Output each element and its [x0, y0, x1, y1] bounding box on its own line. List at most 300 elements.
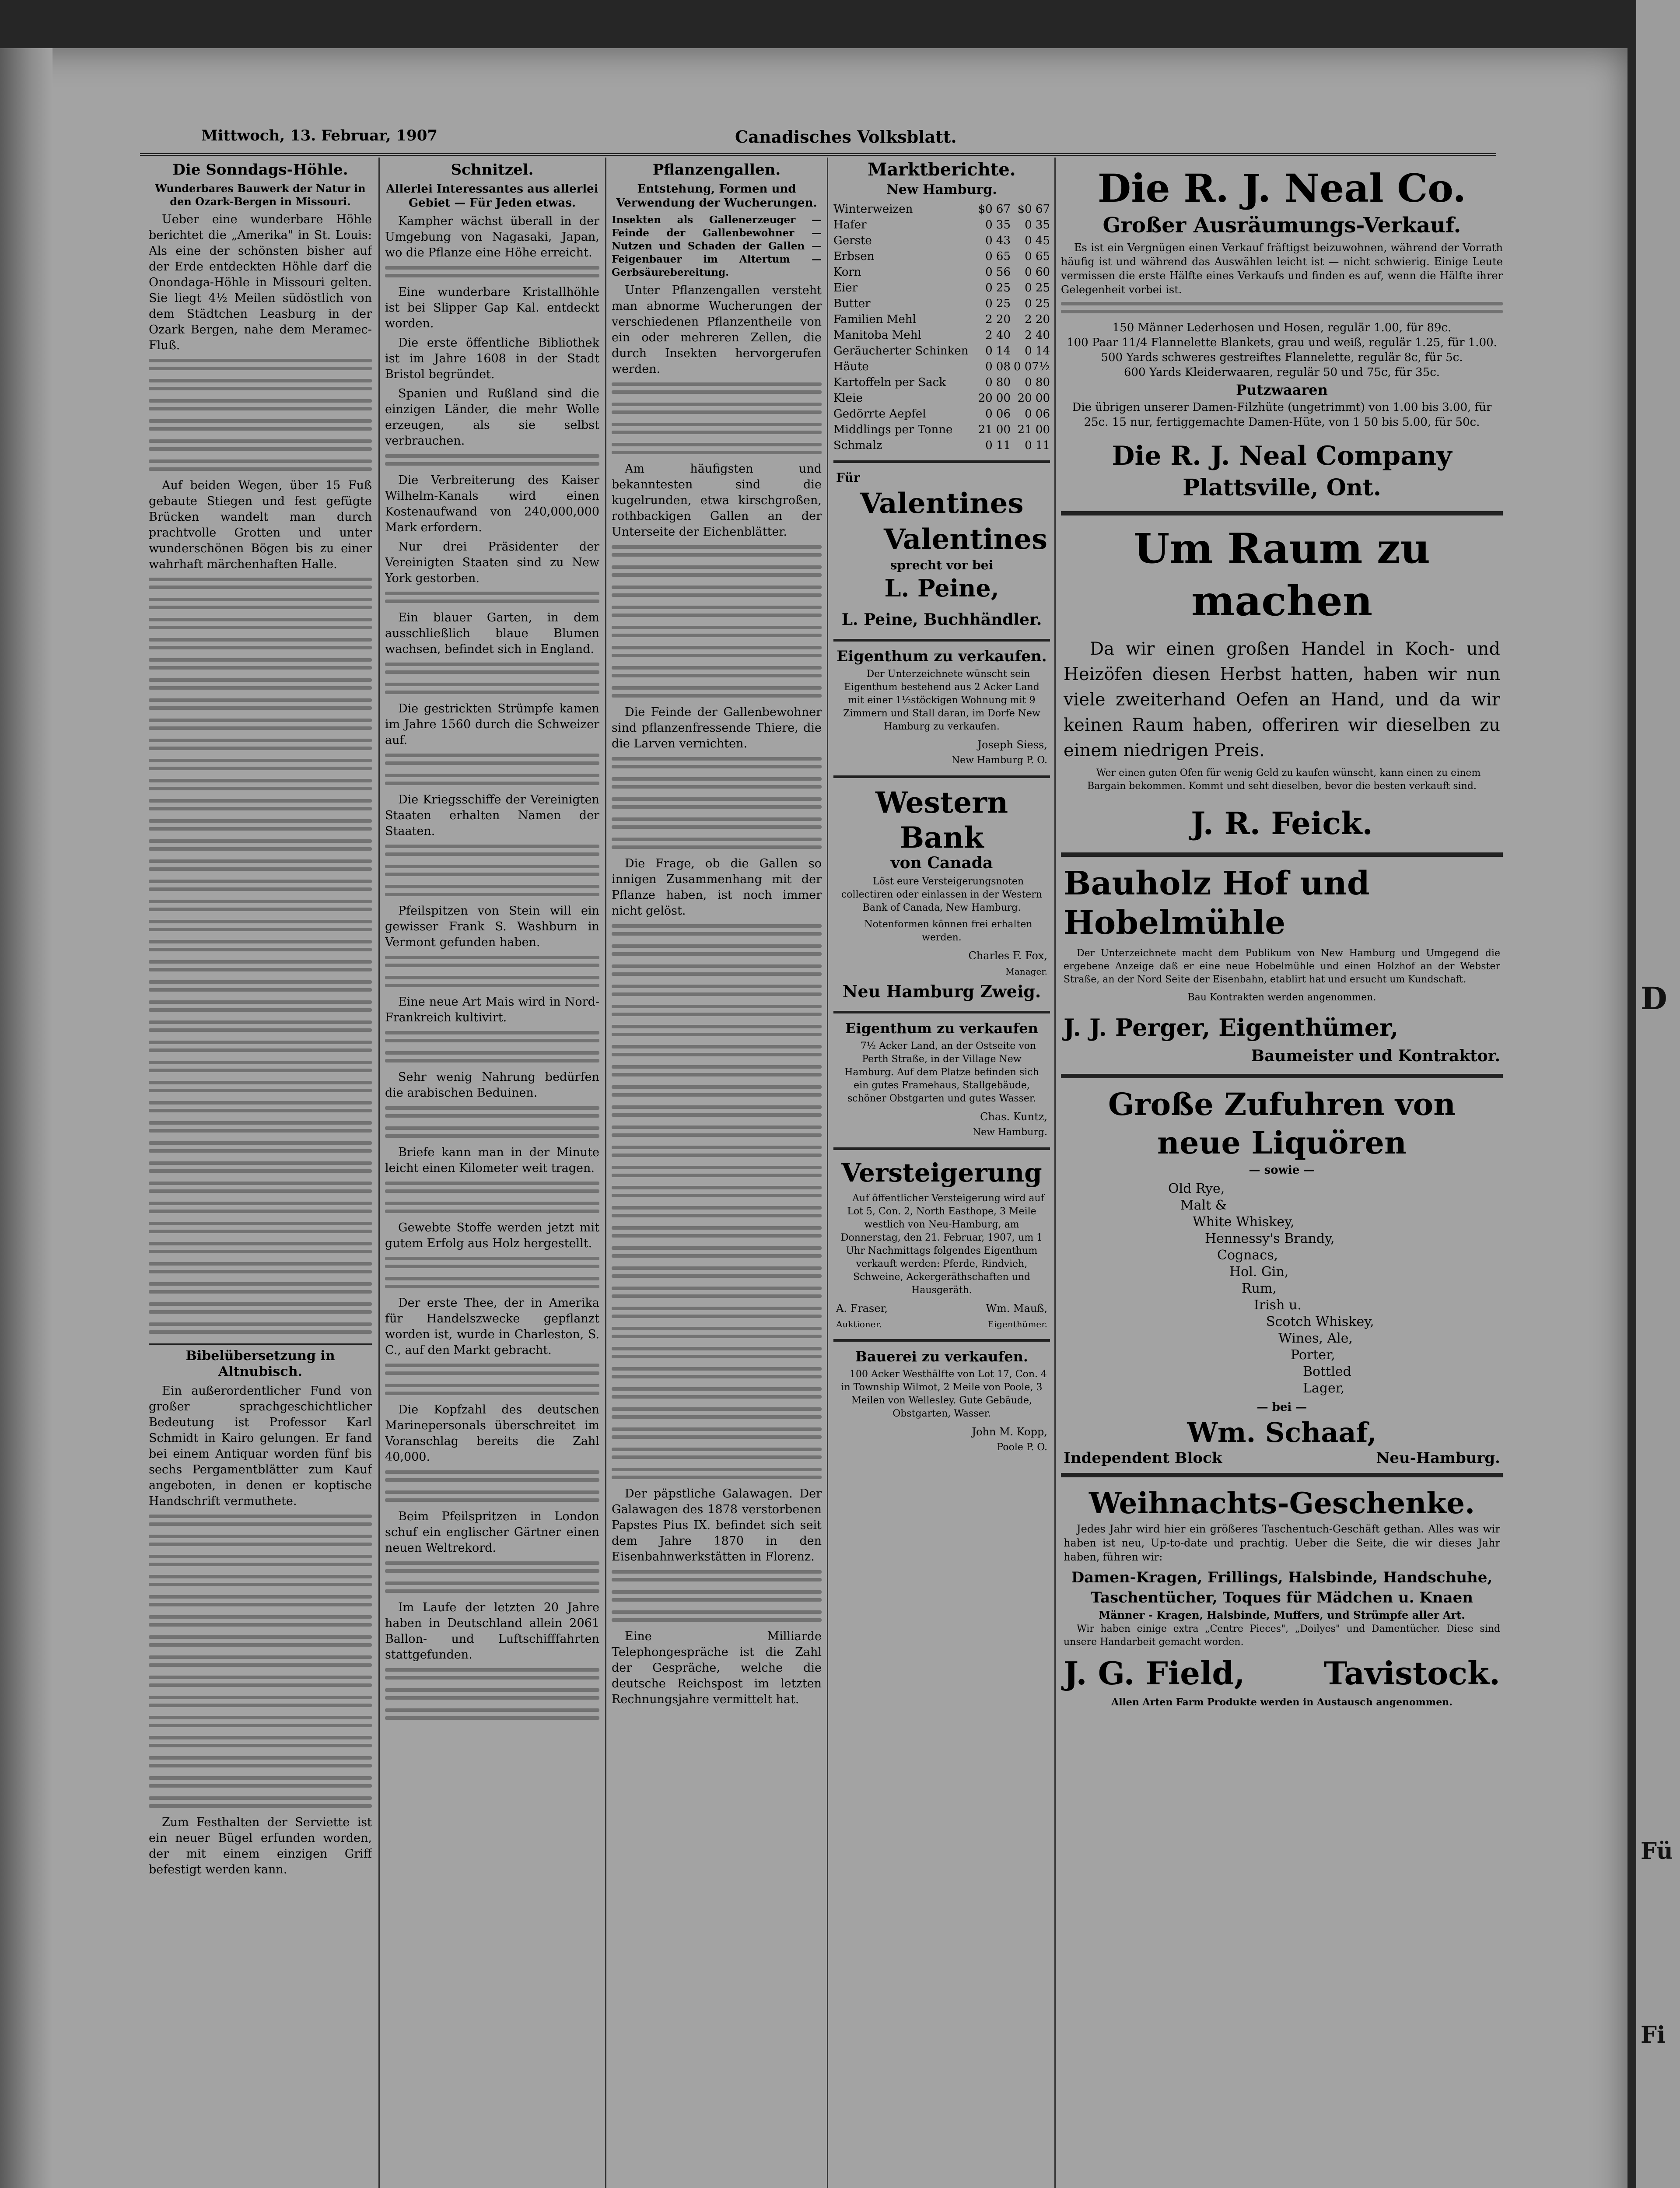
paper-title: Canadisches Volksblatt. [735, 127, 957, 147]
text-block [149, 938, 372, 955]
ad-signature: Joseph Siess, [977, 739, 1047, 751]
market-low: 0 56 [985, 266, 1011, 279]
text-block [612, 1063, 822, 1080]
ad-text: Der Unterzeichnete wünscht sein Eigenthum bestehend aus 2 Acker Land mit einer 1½stöckigen Wohnung mit 9 Zimmern und Stall daran, im Dorfe New Hamburg zu verkaufen. [843, 669, 1040, 732]
news-item: Die Kopfzahl des deutschen Marinepersonals überschreitet im Voranschlag bereits die Zahl 40,000. [385, 1403, 599, 1464]
market-low: 20 00 [978, 392, 1011, 405]
ad-text: Notenformen können frei erhalten werden. [864, 919, 1032, 943]
liquor-item: Wines, Ale, [1278, 1331, 1353, 1346]
text-block [385, 1707, 599, 1723]
text-block [149, 357, 372, 374]
liquor-item: Porter, [1291, 1347, 1335, 1363]
ad-signatures [836, 1301, 1047, 1316]
market-report-title: Marktberichte. [868, 159, 1016, 180]
text-block [612, 1568, 822, 1585]
ad-headline: Um Raum zu machen [1134, 525, 1430, 625]
market-item: Schmalz [833, 439, 882, 452]
text-block [612, 1224, 822, 1241]
ad-line: sprecht vor bei [890, 558, 994, 572]
text-block [612, 922, 822, 939]
market-high: 0 65 [1025, 250, 1050, 263]
text-block [149, 677, 372, 693]
text-block [149, 397, 372, 414]
text-block [149, 1180, 372, 1196]
market-row [833, 438, 1050, 453]
text-block [385, 1255, 599, 1272]
text-block [149, 1119, 372, 1136]
market-item: Geräucherter Schinken [833, 344, 969, 358]
market-low: 21 00 [978, 423, 1011, 436]
text-block [612, 755, 822, 772]
market-row [833, 249, 1050, 264]
text-block [149, 458, 372, 474]
news-item: Pfeilspitzen von Stein will ein gewisser Frank S. Washburn in Vermont gefunden haben. [385, 904, 599, 949]
market-item: Winterweizen [833, 203, 913, 216]
text-block [612, 664, 822, 681]
market-low: 0 25 [985, 297, 1011, 310]
text-block [612, 963, 822, 979]
market-high: 0 45 [1025, 234, 1050, 247]
text-block [385, 843, 599, 859]
market-row [833, 422, 1050, 438]
text-block [612, 584, 822, 600]
text-block [149, 878, 372, 894]
ad-company: Die R. J. Neal Company [1112, 441, 1452, 471]
column-rule [378, 158, 380, 2188]
ad-headline: Versteigerung [841, 1158, 1042, 1188]
market-high: 0 14 [1025, 344, 1050, 358]
text-block [385, 1469, 599, 1485]
column-4 [833, 158, 1050, 2188]
ad-signature: John M. Kopp, [972, 1426, 1047, 1438]
liquor-item: Hennessy's Brandy, [1205, 1231, 1335, 1246]
ad-offer: 500 Yards schweres gestreiftes Flannelette, regulär 8c, für 5c. [1101, 351, 1463, 364]
ad-text: Wer einen guten Ofen für wenig Geld zu kaufen wünscht, kann einen zu einem Bargain bekommen. Kommt und seht dieselben, bevor die besten verkauft sind. [1087, 768, 1481, 792]
market-item: Kartoffeln per Sack [833, 376, 946, 389]
market-low: 0 14 [985, 344, 1011, 358]
ad-block: Independent Block [1064, 1449, 1222, 1467]
text-block [149, 1754, 372, 1771]
text-block [149, 616, 372, 633]
text-block [612, 564, 822, 580]
text-block [612, 1466, 822, 1483]
text-block [149, 1200, 372, 1217]
market-low: 0 80 [985, 376, 1011, 389]
text-block [149, 1140, 372, 1156]
text-block [149, 1301, 372, 1317]
adjacent-page-strip [1636, 0, 1680, 2188]
text-block [612, 624, 822, 641]
column-rule [1054, 158, 1056, 2188]
ad-text: Jedes Jahr wird hier ein größeres Taschentuch-Geschäft gethan. Alles was wir haben ist neu, Up-to-date und prachtig. Ueber die Seite, die wir dieses Jahr haben, führen wir: [1064, 1523, 1500, 1563]
text-block [149, 1593, 372, 1610]
text-block [385, 1049, 599, 1066]
text-block [612, 1325, 822, 1342]
market-high: 0 35 [1025, 218, 1050, 231]
ad-signature-row [1064, 1652, 1500, 1694]
text-block [612, 1385, 822, 1402]
liquor-list [1168, 1181, 1396, 1397]
market-report-place: New Hamburg. [886, 182, 997, 197]
ad-signature: Charles F. Fox, [968, 950, 1047, 962]
section-divider [149, 1343, 372, 1345]
article-paragraph: Ein außerordentlicher Fund von großer sprachgeschichtlicher Bedeutung ist Professor Karl Schmidt in Kairo gelungen. Er fand bei einem Antiquar worden fünf bis sechs Pergamentblätter zum Kauf angeboten, in denen er koptische Handschrift vermuthete. [149, 1384, 372, 1508]
ad-place: Plattsville, Ont. [1183, 474, 1381, 501]
article-subtitle: Entstehung, Formen und Verwendung der Wucherungen. [616, 182, 817, 210]
liquor-item: Hol. Gin, [1229, 1264, 1289, 1280]
ad-headline: Eigenthum zu verkaufen [845, 1020, 1038, 1037]
text-block [385, 772, 599, 789]
bank-ad [833, 775, 1050, 1011]
text-block [149, 697, 372, 713]
text-block [385, 1489, 599, 1505]
article-summary: Insekten als Gallenerzeuger — Feinde der Gallenbewohner — Nutzen und Schaden der Gallen — Feigenbauer im Altertum — Gerbsäurebereitung. [612, 214, 822, 278]
market-low: 0 43 [985, 234, 1011, 247]
text-block [612, 1124, 822, 1140]
ad-goods: Männer - Kragen, Halsbinde, Muffers, und Strümpfe aller Art. [1099, 1609, 1465, 1621]
ad-branch: Neu Hamburg Zweig. [842, 982, 1041, 1001]
text-block [612, 1164, 822, 1181]
ad-footer: Allen Arten Farm Produkte werden in Austausch angenommen. [1111, 1697, 1452, 1708]
text-block [149, 817, 372, 834]
ad-signature: A. Fraser, [836, 1302, 888, 1315]
text-block [612, 1083, 822, 1100]
ad-offer: Die übrigen unserer Damen-Filzhüte (ungetrimmt) von 1.00 bis 3.00, für 25c. 15 nur, fertiggemachte Damen-Hüte, von 1 50 bis 5.00, für 50c. [1072, 401, 1492, 429]
ad-signatures [836, 1316, 1047, 1332]
market-high: 0 11 [1025, 439, 1050, 452]
article-paragraph: Am häufigsten und bekanntesten sind die kugelrunden, etwa kirschgroßen, rothbackigen Gallen an der Unterseite der Eichenblätter. [612, 462, 822, 539]
market-row [833, 280, 1050, 296]
text-block [149, 918, 372, 935]
text-block [149, 797, 372, 814]
article-paragraph: Der päpstliche Galawagen. Der Galawagen des 1878 verstorbenen Papstes Pius IX. befindet sich seit dem Jahre 1870 in den Eisenbahnwerkstätten in Florenz. [612, 1487, 822, 1564]
text-block [612, 401, 822, 417]
text-block [149, 978, 372, 995]
market-row [833, 201, 1050, 217]
text-block [385, 1687, 599, 1703]
text-block [612, 1104, 822, 1120]
market-low: 0 65 [985, 250, 1011, 263]
article-paragraph: Ueber eine wunderbare Höhle berichtet die „Amerika" in St. Louis: Als eine der schönsten bisher auf der Erde entdeckten Höhle darf die Onondaga-Höhle in Missouri gelten. Sie liegt 4½ Meilen südöstlich von dem Städtchen Leasburg in der Ozark Bergen, nahe dem Meramec-Fluß. [149, 213, 372, 352]
ad-text: Bau Kontrakten werden angenommen. [1187, 992, 1376, 1003]
liquor-ad [1061, 1074, 1503, 1473]
text-block [385, 1180, 599, 1196]
market-row [833, 217, 1050, 233]
text-block [612, 1184, 822, 1201]
liquor-item: Bottled Lager, [1303, 1364, 1351, 1396]
market-item: Eier [833, 281, 858, 295]
torn-left-edge [0, 48, 52, 2188]
news-item: Eine neue Art Mais wird in Nord-Frankreich kultivirt. [385, 995, 599, 1024]
market-high: 0 80 [1025, 376, 1050, 389]
ad-line: Für [836, 470, 860, 485]
text-block [385, 863, 599, 880]
text-block [385, 1382, 599, 1399]
ad-signature: Eigenthümer. [987, 1319, 1047, 1329]
text-block [149, 1553, 372, 1570]
column-rule [827, 158, 828, 2188]
text-block [612, 1245, 822, 1261]
market-high: $0 67 [1017, 203, 1050, 216]
column-1 [149, 158, 372, 2188]
text-block [612, 775, 822, 792]
ad-text: 7½ Acker Land, an der Ostseite von Perth Straße, in der Village New Hamburg. Auf dem Platze befinden sich ein gutes Framehaus, Stallgebäude, schöner Obstgarten und gutes Wasser. [844, 1041, 1039, 1104]
text-block [149, 858, 372, 874]
ad-signature: Wm. Mauß, [986, 1302, 1047, 1315]
text-block [149, 1079, 372, 1096]
text-block [385, 1560, 599, 1576]
ad-address [1064, 1450, 1500, 1466]
market-row [833, 233, 1050, 249]
ad-text: Es ist ein Vergnügen einen Verkauf fräftigst beizuwohnen, während der Vorrath häufig ist und während das Auswählen leicht ist — nicht schwierig. Einige Leute vermissen die erste Hälfte eines Verkaufs und finden es auf, wenn die Hälfte ihrer Gelegenheit vorbei ist. [1061, 242, 1503, 296]
text-block [149, 1613, 372, 1630]
ad-headline: Bauholz Hof und [1064, 865, 1370, 902]
text-block [612, 1365, 822, 1382]
text-block [149, 1160, 372, 1176]
text-block [612, 543, 822, 560]
ad-signature: Chas. Kuntz, [980, 1111, 1047, 1123]
text-block [612, 816, 822, 832]
text-block [149, 958, 372, 975]
ad-subheadline: Großer Ausräumungs-Verkauf. [1102, 213, 1461, 238]
text-block [149, 1019, 372, 1035]
ad-subheadline: Putzwaaren [1236, 382, 1328, 398]
text-block [149, 1634, 372, 1650]
ad-signature: J. R. Feick. [1191, 805, 1373, 842]
text-block [612, 1265, 822, 1281]
ad-signature: J. G. Field, [1064, 1655, 1245, 1692]
market-high: 0 07½ [1013, 360, 1050, 373]
text-block [612, 441, 822, 458]
market-row [833, 390, 1050, 406]
text-block [385, 1200, 599, 1217]
article-paragraph: Auf beiden Wegen, über 15 Fuß gebaute Stiegen und fest gefügte Brücken wandelt man durch prachtvolle Grotten und unter wunderschönen Bögen bis zu einer wahrhaft märchenhaften Halle. [149, 479, 372, 571]
text-block [149, 999, 372, 1015]
text-block [149, 1694, 372, 1711]
article-paragraph: Eine Milliarde Telephongespräche ist die Zahl der Gespräche, welche die deutsche Reichspost im letzten Rechnungsjahre vermittelt hat. [612, 1630, 822, 1706]
market-high: 0 25 [1025, 297, 1050, 310]
market-high: 2 40 [1025, 329, 1050, 342]
market-row [833, 359, 1050, 375]
article-title: Bibelübersetzung in Altnubisch. [186, 1348, 335, 1379]
column-rule [605, 158, 606, 2188]
text-block [385, 681, 599, 698]
market-row [833, 264, 1050, 280]
text-block [385, 1580, 599, 1596]
ad-subheadline: von Canada [890, 854, 993, 872]
text-block [149, 656, 372, 673]
text-block [385, 974, 599, 991]
text-block [612, 421, 822, 438]
market-high: 0 60 [1025, 266, 1050, 279]
ad-line: — bei — [1256, 1401, 1307, 1414]
market-row [833, 406, 1050, 422]
market-high: 0 06 [1025, 407, 1050, 421]
ad-headline: Die R. J. Neal Co. [1097, 165, 1466, 211]
farm-sale-ad [833, 1339, 1050, 1462]
ad-text: 100 Acker Westhälfte von Lot 17, Con. 4 in Township Wilmot, 2 Meile von Poole, 3 Meilen von Wellesley. Gute Gebäude, Obstgarten, Wasser. [841, 1369, 1047, 1419]
news-item: Beim Pfeilspritzen in London schuf ein englischer Gärtner einen neuen Weltrekord. [385, 1510, 599, 1555]
news-item: Gewebte Stoffe werden jetzt mit gutem Erfolg aus Holz hergestellt. [385, 1221, 599, 1250]
article-paragraph: Die Frage, ob die Gallen so innigen Zusammenhang mit der Pflanze haben, ist noch immer nicht gelöst. [612, 857, 822, 918]
market-row [833, 375, 1050, 390]
market-low: 0 25 [985, 281, 1011, 295]
property-ad [833, 1011, 1050, 1147]
news-item: Die erste öffentliche Bibliothek ist im Jahre 1608 in der Stadt Bristol begründet. [385, 336, 599, 381]
market-low: 0 06 [985, 407, 1011, 421]
text-block [149, 1099, 372, 1116]
market-item: Korn [833, 266, 861, 279]
ad-text: Da wir einen großen Handel in Koch- und Heizöfen diesen Herbst hatten, haben wir nun viele zweiterhand Oefen an Hand, und da wir keinen Raum haben, offeriren wir dieselben zu einem niedrigen Preis. [1064, 639, 1500, 761]
news-item: Der erste Thee, der in Amerika für Handelszwecke gepflanzt worden ist, wurde in Charleston, S. C., auf den Markt gebracht. [385, 1296, 599, 1357]
text-block [612, 1003, 822, 1020]
news-item: Spanien und Rußland sind die einzigen Länder, die mehr Wolle erzeugen, als sie selbst verbrauchen. [385, 387, 599, 448]
ad-merchant: L. Peine, Buchhändler. [841, 610, 1042, 629]
news-item: Eine wunderbare Kristallhöhle ist bei Slipper Gap Kal. entdeckt worden. [385, 285, 599, 330]
article-paragraph: Die Feinde der Gallenbewohner sind pflanzenfressende Thiere, die die Larven vernichten. [612, 705, 822, 750]
text-block [149, 1774, 372, 1791]
text-block [612, 381, 822, 397]
news-item: Kampher wächst überall in der Umgebung von Nagasaki, Japan, wo die Pflanze eine Höhe erreicht. [385, 214, 599, 259]
text-block [612, 1023, 822, 1040]
ad-offer: 100 Paar 11/4 Flannelette Blankets, grau und weiß, regulär 1.25, für 1.00. [1067, 336, 1497, 349]
ad-text: Auf öffentlicher Versteigerung wird auf Lot 5, Con. 2, North Easthope, 3 Meile westlich von Neu-Hamburg, am Donnerstag, den 21. Februar, 1907, um 1 Uhr Nachmittags folgendes Eigenthum verkauft werden: Pferde, Rindvieh, Schweine, Ackergeräthschaften und Hausgeräth. [840, 1193, 1044, 1296]
market-high: 21 00 [1017, 423, 1050, 436]
market-item: Kleie [833, 392, 863, 405]
market-high: 2 20 [1025, 313, 1050, 326]
news-item: Ein blauer Garten, in dem ausschließlich blaue Blumen wachsen, befindet sich in England. [385, 611, 599, 656]
text-block [612, 836, 822, 852]
article-title: Pflanzengallen. [652, 161, 781, 179]
text-block [612, 644, 822, 661]
market-low: 0 08 [985, 360, 1011, 373]
market-low: $0 67 [978, 203, 1011, 216]
market-item: Gedörrte Aepfel [833, 407, 926, 421]
text-block [612, 943, 822, 959]
text-block [612, 796, 822, 812]
text-block [149, 1654, 372, 1670]
article-title: Die Sonndags-Höhle. [172, 161, 348, 179]
liquor-item: Rum, [1242, 1281, 1277, 1296]
market-item: Hafer [833, 218, 867, 231]
valentines-ad [833, 460, 1050, 639]
news-item: Im Laufe der letzten 20 Jahre haben in Deutschland allein 2061 Ballon- und Luftschifffahrten stattgefunden. [385, 1601, 599, 1662]
text-block [385, 590, 599, 607]
text-block [385, 452, 599, 469]
ad-signature: New Hamburg. [972, 1127, 1047, 1138]
text-block [149, 636, 372, 653]
text-block [612, 1144, 822, 1161]
text-block [385, 264, 599, 281]
text-block [149, 838, 372, 854]
liquor-item: Scotch Whiskey, [1266, 1314, 1374, 1329]
ad-text: Löst eure Versteigerungsnoten collectiren oder einlassen in der Western Bank of Canada, New Hamburg. [841, 876, 1043, 913]
text-block [385, 1105, 599, 1121]
market-row [833, 312, 1050, 327]
text-block [612, 1204, 822, 1221]
market-item: Häute [833, 360, 869, 373]
text-block [385, 883, 599, 900]
text-block [149, 438, 372, 454]
market-price-table [833, 201, 1050, 453]
market-row [833, 327, 1050, 343]
ad-signature: Auktioner. [836, 1319, 882, 1329]
column-5 [1061, 158, 1503, 2188]
news-item: Die Verbreiterung des Kaiser Wilhelm-Kanals wird einen Kostenaufwand von 240,000,000 Mark erfordern. [385, 473, 599, 534]
market-item: Middlings per Tonne [833, 423, 953, 436]
text-block [612, 1426, 822, 1442]
ad-signature: Manager. [1005, 966, 1047, 977]
text-block [385, 1029, 599, 1046]
column-2 [385, 158, 599, 2188]
text-block [385, 1666, 599, 1683]
text-block [149, 737, 372, 754]
news-item: Briefe kann man in der Minute leicht einen Kilometer weit tragen. [385, 1146, 599, 1175]
text-block [149, 1795, 372, 1811]
ad-signature: Baumeister und Kontraktor. [1251, 1047, 1500, 1065]
text-block [612, 1345, 822, 1362]
ad-offer: 150 Männer Lederhosen und Hosen, regulär 1.00, für 89c. [1112, 321, 1452, 334]
text-block [149, 777, 372, 794]
ad-headline: neue Liquören [1157, 1125, 1407, 1161]
ad-headline: Western Bank [875, 785, 1008, 855]
market-row [833, 296, 1050, 312]
ad-place: Neu-Hamburg. [1376, 1449, 1500, 1467]
text-block [149, 1220, 372, 1237]
text-block [612, 1609, 822, 1625]
text-block [149, 898, 372, 915]
market-item: Manitoba Mehl [833, 329, 921, 342]
market-low: 2 40 [985, 329, 1011, 342]
ad-signature: Poole P. O. [997, 1442, 1047, 1453]
text-block [149, 576, 372, 593]
market-row [833, 343, 1050, 359]
text-block [149, 377, 372, 394]
article-subtitle: Wunderbares Bauwerk der Natur in den Ozark-Bergen in Missouri. [155, 182, 366, 208]
text-block [149, 1734, 372, 1751]
text-block [612, 604, 822, 621]
ad-text: Der Unterzeichnete macht dem Publikum von New Hamburg und Umgegend die ergebene Anzeige daß er eine neue Hobelmühle und einen Holzhof an der Webster Straße, an der Nord Seite der Eisenbahn, etablirt hat und ersucht um Kundschaft. [1064, 948, 1500, 985]
ad-headline: Valentines [860, 487, 1024, 520]
ad-headline: Hobelmühle [1064, 904, 1286, 942]
market-item: Butter [833, 297, 871, 310]
text-block [149, 1513, 372, 1529]
text-block [612, 684, 822, 701]
christmas-ad [1061, 1473, 1503, 1717]
news-item: Die Kriegsschiffe der Vereinigten Staaten erhalten Namen der Staaten. [385, 793, 599, 838]
news-item: Sehr wenig Nahrung bedürfen die arabischen Beduinen. [385, 1070, 599, 1100]
text-block [149, 1059, 372, 1076]
ad-headline: Weihnachts-Geschenke. [1088, 1486, 1475, 1520]
ad-goods: Damen-Kragen, Frillings, Halsbinde, Handschuhe, Taschentücher, Toques für Mädchen u. Knaen [1071, 1569, 1493, 1606]
text-block [385, 1362, 599, 1378]
market-item: Familien Mehl [833, 313, 916, 326]
text-block [149, 417, 372, 434]
text-block [385, 661, 599, 677]
text-block [612, 1406, 822, 1422]
ad-headline: Valentines [884, 523, 1047, 556]
text-block [385, 1275, 599, 1292]
article-title: Schnitzel. [451, 161, 534, 179]
text-block [149, 1533, 372, 1550]
text-block [612, 1305, 822, 1322]
article-subtitle: Allerlei Interessantes aus allerlei Gebiet — Für Jeden etwas. [386, 182, 598, 210]
market-low: 0 35 [985, 218, 1011, 231]
stove-ad [1061, 511, 1503, 852]
liquor-item: White Whiskey, [1193, 1214, 1295, 1230]
ad-signature: J. J. Perger, Eigenthümer, [1064, 1013, 1399, 1041]
text-block [612, 1285, 822, 1301]
